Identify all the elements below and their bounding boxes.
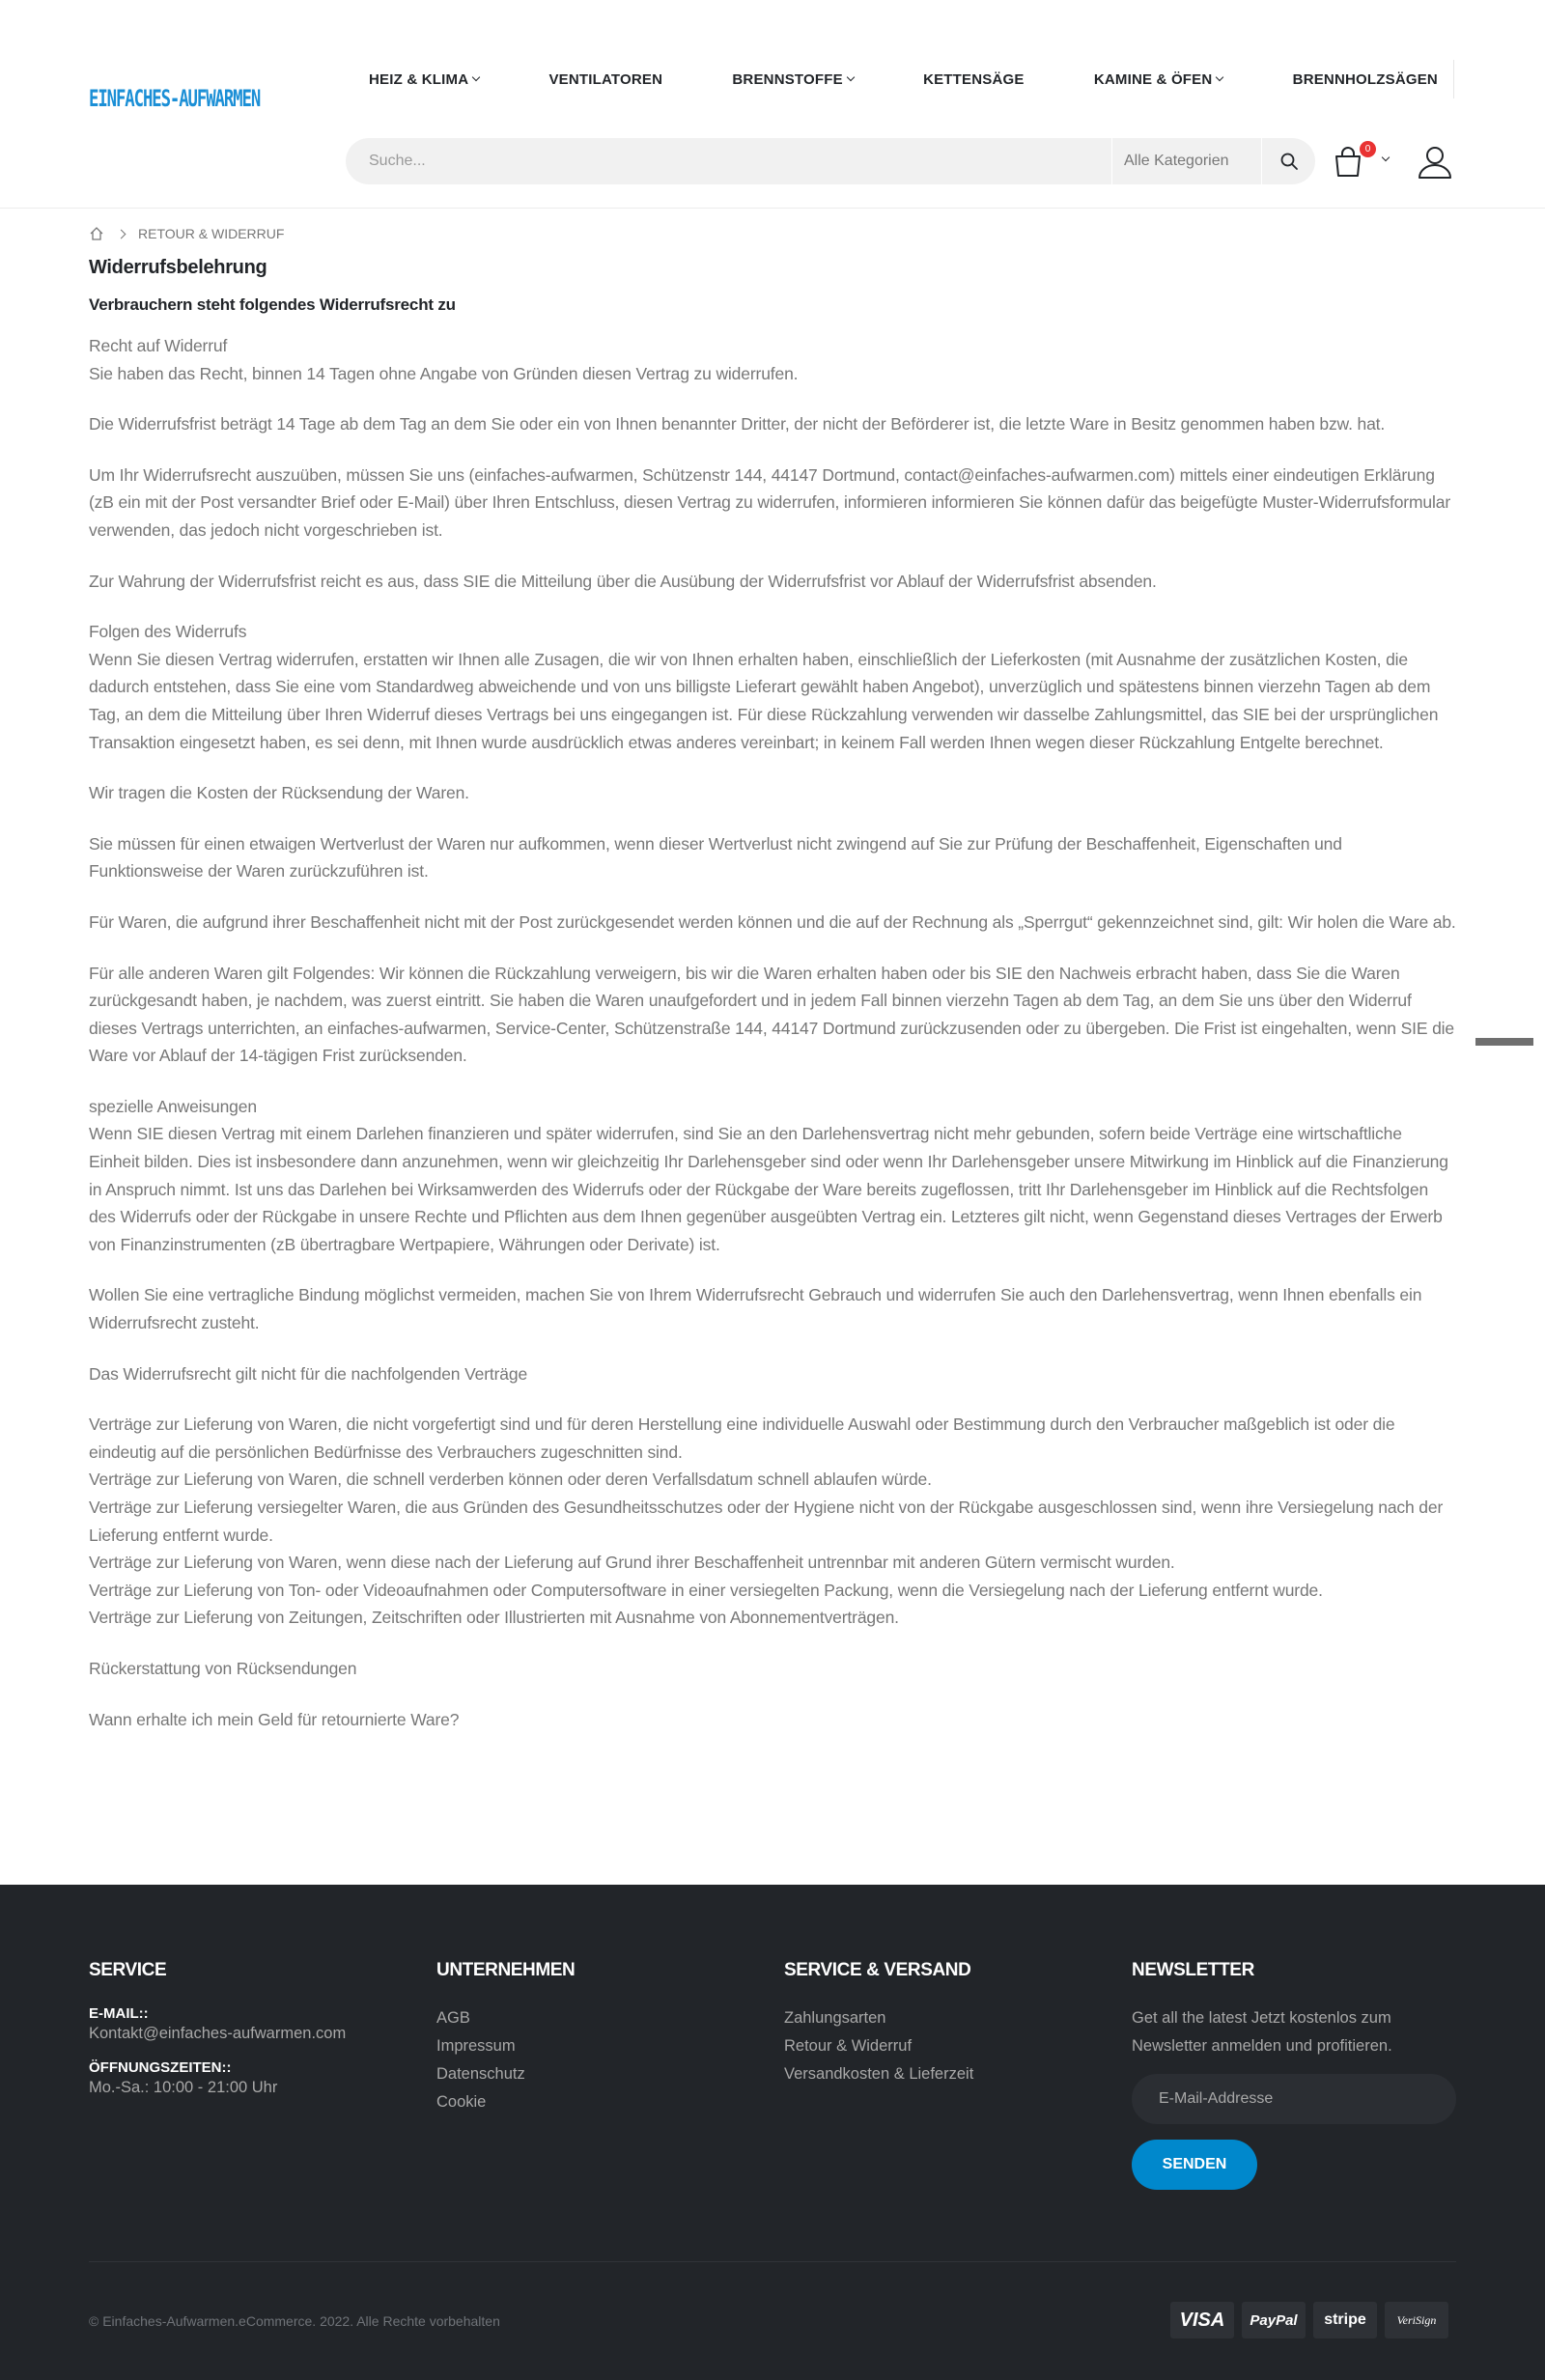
- footer-link-zahlungsarten[interactable]: Zahlungsarten: [784, 2009, 886, 2027]
- nav-item-brennholzsaegen[interactable]: BRENNHOLZSÄGEN: [1292, 70, 1438, 88]
- main-nav: [344, 60, 1454, 98]
- footer-service-column: [89, 1960, 346, 2113]
- section-heading: Recht auf Widerruf: [89, 336, 228, 355]
- home-icon[interactable]: [89, 226, 104, 241]
- footer-shipping-column: [784, 1960, 973, 2088]
- breadcrumb-separator-icon: [117, 229, 126, 238]
- list-item: Verträge zur Lieferung von Waren, wenn diese nach der Lieferung auf Grund ihrer Beschaffenheit untrennbar mit anderen Gütern vermischt wurden.: [89, 1553, 1175, 1573]
- search-bar: [346, 138, 1315, 184]
- newsletter-submit-button[interactable]: SENDEN: [1132, 2140, 1257, 2190]
- paragraph: Das Widerrufsrecht gilt nicht für die nachfolgenden Verträge: [89, 1363, 528, 1384]
- visa-icon: VISA: [1170, 2302, 1234, 2338]
- copyright: © Einfaches-Aufwarmen.eCommerce. 2022. Alle Rechte vorbehalten: [89, 2313, 500, 2329]
- footer-heading: UNTERNEHMEN: [436, 1960, 576, 1980]
- paragraph: Wir tragen die Kosten der Rücksendung der Waren.: [89, 783, 469, 803]
- cart-count-badge: 0: [1360, 141, 1376, 157]
- footer-link-retour[interactable]: Retour & Widerruf: [784, 2037, 913, 2055]
- paragraph: Die Widerrufsfrist beträgt 14 Tage ab dem Tag an dem Sie oder ein von Ihnen benannter Dritter, der nicht der Beförderer ist, die letzte Ware in Besitz genommen haben bzw. hat.: [89, 414, 1386, 434]
- verisign-icon: VeriSign: [1385, 2302, 1448, 2338]
- footer-link-agb[interactable]: AGB: [436, 2009, 470, 2027]
- search-category-select[interactable]: Alle Kategorien: [1111, 138, 1261, 184]
- footer-link-impressum[interactable]: Impressum: [436, 2037, 516, 2055]
- page-subtitle: Verbrauchern steht folgendes Widerrufsrecht zu: [89, 295, 456, 314]
- footer-heading: SERVICE: [89, 1960, 167, 1980]
- stripe-icon: stripe: [1313, 2302, 1377, 2338]
- article-body: [89, 332, 1456, 1733]
- section-heading: spezielle Anweisungen: [89, 1096, 257, 1116]
- paragraph: [89, 1411, 1456, 1632]
- paragraph: Sie müssen für einen etwaigen Wertverlust der Waren nur aufkommen, wenn dieser Wertverlust nicht zwingend auf Sie zur Prüfung der Beschaffenheit, Eigenschaften und Funktionsweise der Waren zurückzuführen ist.: [89, 833, 1342, 882]
- paragraph: spezielle Anweisungen Wenn SIE diesen Vertrag mit einem Darlehen finanzieren und später widerrufen, sind Sie an den Darlehensvertrag nicht mehr gebunden, sofern beide Verträge eine wirtschaftliche Einheit bilden. Dies ist insbesondere dann anzunehmen, wenn wir gleichzeitig Ihr Darlehensgeber sind oder wenn Ihr Darlehensgeber unsere Mitwirkung im Hinblick auf die Finanzierung in Anspruch nimmt. Ist uns das Darlehen bei Wirksamwerden des Widerrufs oder der Rückgabe der Ware bereits zugeflossen, tritt Ihr Darlehensgeber im Hinblick auf die Rechtsfolgen des Widerrufs oder der Rückgabe in unsere Rechte und Pflichten aus dem Ihnen gegenüber ausgeübten Vertrag ein. Letzteres gilt nicht, wenn Gegenstand dieses Vertrages der Erwerb von Finanzinstrumenten (zB übertragbare Wertpapiere, Währungen oder Derivate) ist.: [89, 1093, 1456, 1259]
- footer-heading: SERVICE & VERSAND: [784, 1960, 971, 1980]
- search-icon: [1279, 152, 1299, 171]
- paragraph: Rückerstattung von Rücksendungen: [89, 1658, 357, 1678]
- site-header: [0, 0, 1545, 209]
- email-label: E-MAIL::: [89, 2005, 149, 2022]
- chevron-down-icon: [847, 73, 855, 81]
- paragraph: Zur Wahrung der Widerrufsfrist reicht es aus, dass SIE die Mitteilung über die Ausübung der Widerrufsfrist vor Ablauf der Widerrufsfrist absenden.: [89, 571, 1157, 591]
- contact-email[interactable]: Kontakt@einfaches-aufwarmen.com: [89, 2025, 347, 2042]
- site-logo[interactable]: EINFACHES-AUFWARMEN: [89, 85, 261, 112]
- search-input[interactable]: [346, 138, 1111, 184]
- list-item: Verträge zur Lieferung von Ton- oder Videoaufnahmen oder Computersoftware in einer versiegelten Packung, wenn die Versiegelung nach der Lieferung entfernt wurde.: [89, 1580, 1323, 1600]
- chevron-down-icon: [1382, 154, 1390, 161]
- breadcrumb-current: RETOUR & WIDERRUF: [138, 226, 285, 241]
- paragraph: Folgen des Widerrufs Wenn Sie diesen Vertrag widerrufen, erstatten wir Ihnen alle Zusagen, die wir von Ihnen erhalten haben, einschließlich der Lieferkosten (mit Ausnahme der zusätzlichen Kosten, die dadurch entstehen, dass Sie eine vom Standardweg abweichende und von uns billigste Lieferart gewählt haben Angebot), unverzüglich und spätestens binnen vierzehn Tagen ab dem Tag, an dem die Mitteilung über Ihren Widerruf dieses Vertrags bei uns eingegangen ist. Für diese Rückzahlung verwenden wir dasselbe Zahlungsmittel, das SIE bei der ursprünglichen Transaktion eingesetzt haben, es sei denn, mit Ihnen wurde ausdrücklich etwas anderes vereinbart; in keinem Fall werden Ihnen wegen dieser Rückzahlung Entgelte berechnet.: [89, 618, 1456, 756]
- list-item: Verträge zur Lieferung von Waren, die schnell verderben können oder deren Verfallsdatum schnell ablaufen würde.: [89, 1470, 932, 1490]
- site-footer: [0, 1885, 1545, 2380]
- footer-link-datenschutz[interactable]: Datenschutz: [436, 2065, 525, 2083]
- footer-newsletter-column: [1132, 1960, 1456, 2190]
- page-content: [89, 257, 1456, 1756]
- side-panel-toggle[interactable]: [1475, 1038, 1533, 1046]
- footer-company-column: [436, 1960, 575, 2116]
- section-heading: Folgen des Widerrufs: [89, 622, 247, 642]
- opening-hours: Mo.-Sa.: 10:00 - 21:00 Uhr: [89, 2079, 278, 2096]
- paragraph: Wollen Sie eine vertragliche Bindung möglichst vermeiden, machen Sie von Ihrem Widerrufsrecht Gebrauch und widerrufen Sie auch den Darlehensvertrag, wenn Ihnen ebenfalls ein Widerrufsrecht zusteht.: [89, 1285, 1422, 1333]
- newsletter-email-input[interactable]: [1132, 2074, 1456, 2124]
- newsletter-text: Get all the latest Jetzt kostenlos zum Newsletter anmelden und profitieren.: [1132, 2009, 1392, 2055]
- nav-item-kamine-oefen[interactable]: KAMINE & ÖFEN: [1094, 71, 1223, 88]
- list-item: Verträge zur Lieferung versiegelter Waren, die aus Gründen des Gesundheitsschutzes oder der Hygiene nicht von der Rückgabe ausgeschlossen sind, wenn ihre Versiegelung nach der Lieferung entfernt wurde.: [89, 1498, 1444, 1545]
- search-button[interactable]: [1261, 138, 1315, 184]
- paragraph: Wann erhalte ich mein Geld für retournierte Ware?: [89, 1709, 460, 1729]
- nav-item-kettensaege[interactable]: KETTENSÄGE: [923, 70, 1025, 88]
- list-item: Verträge zur Lieferung von Zeitungen, Zeitschriften oder Illustrierten mit Ausnahme von Abonnementverträgen.: [89, 1608, 899, 1628]
- chevron-down-icon: [472, 73, 480, 81]
- paragraph: Recht auf Widerruf Sie haben das Recht, binnen 14 Tagen ohne Angabe von Gründen diesen Vertrag zu widerrufen.: [89, 332, 1456, 387]
- nav-item-ventilatoren[interactable]: VENTILATOREN: [548, 70, 663, 88]
- user-icon: [1416, 143, 1454, 182]
- paragraph: Für alle anderen Waren gilt Folgendes: Wir können die Rückzahlung verweigern, bis wir die Waren erhalten haben oder bis SIE den Nachweis erbracht haben, dass Sie die Waren zurückgesandt haben, je nachdem, was zuerst eintritt. Sie haben die Waren unaufgefordert und in jedem Fall binnen vierzehn Tagen ab dem Tag, an dem Sie uns über den Widerruf dieses Vertrags unterrichten, an einfaches-aufwarmen, Service-Center, Schützenstraße 144, 44147 Dortmund zurückzusenden oder zu übergeben. Die Frist ist eingehalten, wenn SIE die Ware vor Ablauf der 14-tägigen Frist zurücksenden.: [89, 963, 1454, 1066]
- payment-methods: [1170, 2302, 1448, 2338]
- nav-item-brennstoffe[interactable]: BRENNSTOFFE: [732, 71, 853, 88]
- paragraph: Um Ihr Widerrufsrecht auszuüben, müssen Sie uns (einfaches-aufwarmen, Schützenstr 144, 44147 Dortmund, contact@einfaches-aufwarmen.com) mittels einer eindeutigen Erklärung (zB ein mit der Post versandter Brief oder E-Mail) über Ihren Entschluss, diesen Vertrag zu widerrufen, informieren informieren Sie können dafür das beigefügte Muster-Widerrufsformular verwenden, das jedoch nicht vorgeschrieben ist.: [89, 464, 1450, 540]
- breadcrumb: [89, 226, 284, 241]
- paypal-icon: PayPal: [1242, 2302, 1306, 2338]
- footer-link-versandkosten[interactable]: Versandkosten & Lieferzeit: [784, 2065, 974, 2083]
- cart-button[interactable]: [1331, 145, 1398, 183]
- paragraph: Für Waren, die aufgrund ihrer Beschaffenheit nicht mit der Post zurückgesendet werden können und die auf der Rechnung als „Sperrgut“ gekennzeichnet sind, gilt: Wir holen die Ware ab.: [89, 911, 1456, 932]
- hours-label: ÖFFNUNGSZEITEN::: [89, 2059, 232, 2076]
- account-button[interactable]: [1416, 143, 1454, 182]
- chevron-down-icon: [1216, 73, 1223, 81]
- footer-link-cookie[interactable]: Cookie: [436, 2093, 487, 2111]
- footer-heading: NEWSLETTER: [1132, 1960, 1254, 1980]
- list-item: Verträge zur Lieferung von Waren, die nicht vorgefertigt sind und für deren Herstellung eine individuelle Auswahl oder Bestimmung durch den Verbraucher maßgeblich ist oder die eindeutig auf die persönlichen Bedürfnisse des Verbrauchers zugeschnitten sind.: [89, 1414, 1395, 1462]
- nav-item-heiz-klima[interactable]: HEIZ & KLIMA: [369, 71, 479, 88]
- footer-divider: [89, 2261, 1456, 2262]
- page-title: Widerrufsbelehrung: [89, 257, 267, 278]
